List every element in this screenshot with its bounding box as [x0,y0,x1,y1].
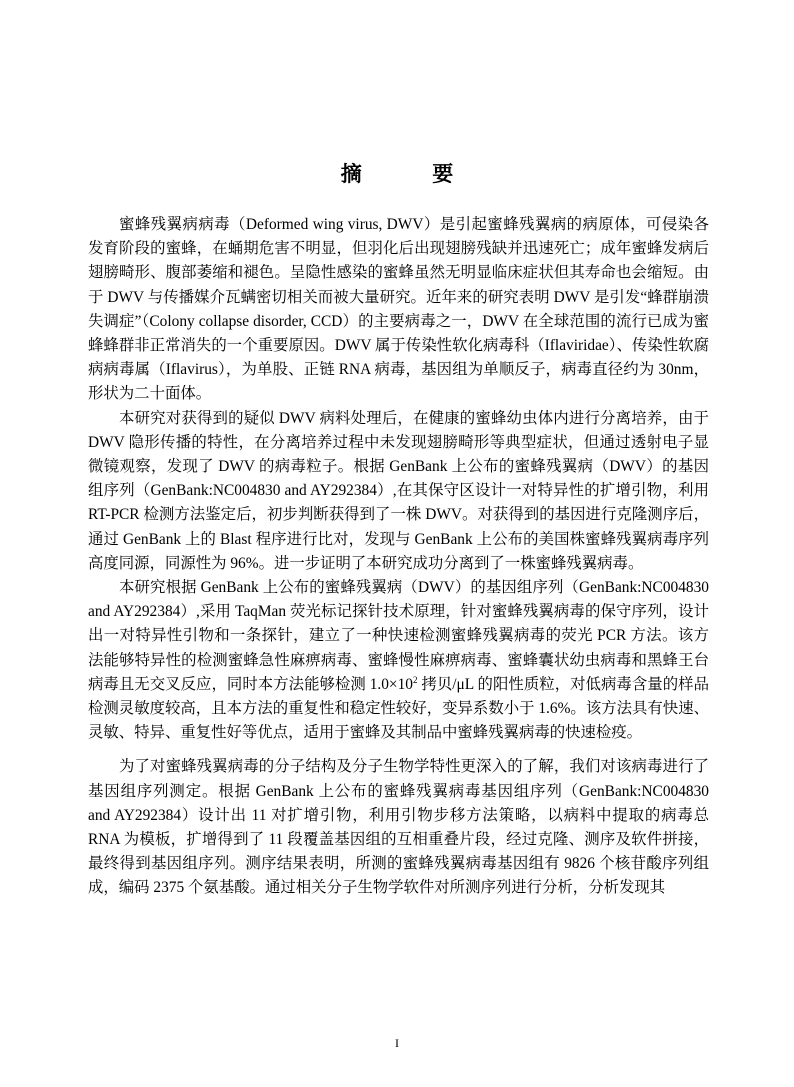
page-number: I [395,1036,399,1050]
paragraph-3-before: 本研究根据 GenBank 上公布的蜜蜂残翼病（DWV）的基因组序列（GenBank:NC004830 and AY292384）,采用 TaqMan 荧光标记探针技术原理，针对蜜蜂残翼病毒的保守序列，设计出一对特异性引物和一条探针，建立了一种快速检测蜜蜂残翼病毒的荧光 PCR 方法。该方法能够特异性的检测蜜蜂急性麻痹病毒、蜜蜂慢性麻痹病毒、蜜蜂囊状幼虫病毒和黑蜂王台病毒且无交叉反应，同时本方法能够检测 1.0×10 [88,579,709,693]
paragraph-1: 蜜蜂残翼病病毒（Deformed wing virus, DWV）是引起蜜蜂残翼病的病原体，可侵染各发育阶段的蜜蜂，在蛹期危害不明显，但羽化后出现翅膀残缺并迅速死亡；成年蜜蜂发病后翅膀畸形、腹部萎缩和褪色。呈隐性感染的蜜蜂虽然无明显临床症状但其寿命也会缩短。由于 DWV 与传播媒介瓦螨密切相关而被大量研究。近年来的研究表明 DWV 是引发“蜂群崩溃失调症”（Colony collapse disorder, CCD）的主要病毒之一，DWV 在全球范围的流行已成为蜜蜂蜂群非正常消失的一个重要原因。DWV 属于传染性软化病毒科（Iflaviridae）、传染性软腐病病毒属（Iflavirus），为单股、正链 RNA 病毒，基因组为单顺反子，病毒直径约为 30nm，形状为二十面体。 [88,216,709,403]
page-title: 摘 要 [340,162,474,186]
paragraph-2: 本研究对获得到的疑似 DWV 病料处理后，在健康的蜜蜂幼虫体内进行分离培养，由于 DWV 隐形传播的特性，在分离培养过程中未发现翅膀畸形等典型症状，但通过透射电子显微镜观察，发现了 DWV 的病毒粒子。根据 GenBank 上公布的蜜蜂残翼病（DWV）的基因组序列（GenBank:NC004830 and AY292384）,在其保守区设计一对特异性的扩增引物，利用 RT-PCR 检测方法鉴定后，初步判断获得到了一株 DWV。对获得到的基因进行克隆测序后，通过 GenBank 上的 Blast 程序进行比对，发现与 GenBank 上公布的美国株蜜蜂残翼病毒序列高度同源，同源性为 96%。进一步证明了本研究成功分离到了一株蜜蜂残翼病毒。 [88,409,709,572]
paragraph-3-after: 拷贝/μL 的阳性质粒，对低病毒含量的样品检测灵敏度较高，且本方法的重复性和稳定性较好，变异系数小于 1.6%。该方法具有快速、灵敏、特异、重复性好等优点，适用于蜜蜂及其制品中蜜蜂残翼病毒的快速检疫。 [88,675,709,742]
abstract-body [88,213,709,901]
paragraph-4: 为了对蜜蜂残翼病毒的分子结构及分子生物学特性更深入的了解，我们对该病毒进行了基因组序列测定。根据 GenBank 上公布的蜜蜂残翼病毒基因组序列（GenBank:NC004830 and AY292384）设计出 11 对扩增引物，利用引物步移方法策略，以病料中提取的病毒总 RNA 为模板，扩增得到了 11 段覆盖基因组的互相重叠片段，经过克隆、测序及软件拼接，最终得到基因组序列。测序结果表明，所测的蜜蜂残翼病毒基因组有 9826 个核苷酸序列组成，编码 2375 个氨基酸。通过相关分子生物学软件对所测序列进行分析，分析发现其 [88,758,709,897]
exponent: 2 [413,674,418,685]
paragraph-3 [88,576,709,745]
